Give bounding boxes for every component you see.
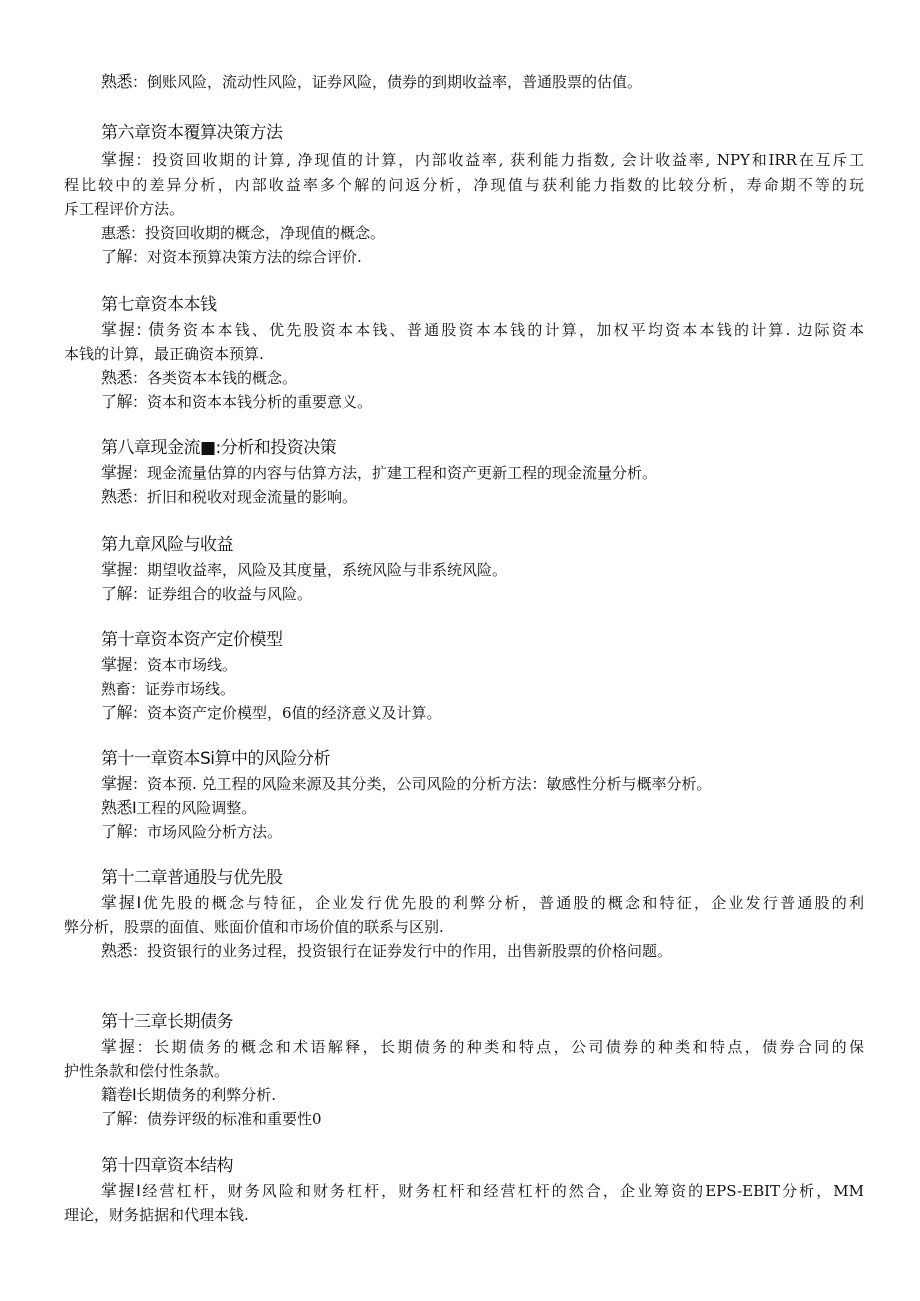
- line-text: ：现金流量估算的内容与估算方法，扩建工程和资产更新工程的现金流量分析。: [132, 464, 658, 482]
- term-label: 熟悉: [101, 941, 133, 960]
- text-line: [101, 221, 864, 245]
- term-label: 熟畜: [101, 680, 131, 698]
- term-label: 熟悉: [101, 487, 133, 506]
- term-label: 掌握: [101, 560, 133, 579]
- line-text: 经营杠杆，财务风险和财务杠杆，财务杠杆和经营杠杆的然合，企业筹资的EPS-EBIT分析，MM: [140, 1182, 864, 1200]
- text-line: [101, 318, 864, 342]
- text-line: [101, 582, 864, 606]
- text-line: [101, 70, 864, 94]
- line-text: 程比较中的差异分析，内部收益率多个解的问返分析，净现值与获利能力指数的比较分析，寿命期不等的玩: [64, 176, 864, 194]
- line-text: ：证券组合的收益与风险。: [132, 585, 313, 603]
- text-line: [101, 772, 864, 796]
- line-text: ：投资回收期的概念，净现值的概念。: [130, 224, 386, 242]
- line-text: ：长期债务的概念和术语解释，长期债务的种类和特点，公司债券的种类和特点，债券合同的保: [136, 1038, 864, 1056]
- line-text: ：对资本预算决策方法的综合评价.: [132, 248, 362, 266]
- term-label: 掌握: [101, 655, 133, 674]
- text-line: [101, 245, 864, 269]
- text-line: 本钱的计算，最正确资本预算.: [64, 345, 264, 363]
- line-text: 务资本本钱、优先股资本本钱、普通股资本本钱的计算，加权平均资本本钱的计算. 边际资本: [165, 321, 864, 339]
- text-line: [101, 148, 864, 172]
- text-line: [101, 1179, 864, 1203]
- text-line: [101, 1083, 864, 1107]
- text-line: [101, 366, 864, 390]
- term-label: 掌握: [101, 774, 133, 793]
- line-text: ：期望收益率，风险及其度量，系统风险与非系统风险。: [132, 561, 508, 579]
- chapter-heading: 第十二章普通股与优先股: [101, 868, 283, 888]
- term-label: 掌握: [101, 1037, 137, 1056]
- term-label: 熟悉: [101, 368, 133, 387]
- term-label: 了解: [101, 703, 133, 722]
- text-line: [101, 891, 864, 915]
- chapter-heading: 第八章现金流■:分析和投资决策: [101, 438, 337, 458]
- line-text: ：各类资本本钱的概念。: [132, 369, 298, 387]
- term-label: 了解: [101, 822, 133, 841]
- term-label: 了解: [101, 1109, 133, 1128]
- line-text: ：资本市场线。: [132, 656, 238, 674]
- line-text: ：投资银行的业务过程，投资银行在证券发行中的作用，出售新股票的价格问题。: [132, 942, 673, 960]
- text-line: 护性条款和偿付性条款。: [64, 1062, 230, 1080]
- line-text: ：债券评级的标准和重要性0: [132, 1110, 322, 1128]
- text-line: [64, 173, 864, 197]
- text-line: [101, 390, 864, 414]
- term-label: 熟悉I: [101, 798, 137, 817]
- chapter-heading: 第六章资本覆算决策方法: [101, 123, 283, 143]
- line-text: ：证券市场线。: [130, 680, 236, 698]
- term-label: 了解: [101, 247, 133, 266]
- line-text: ：资本和资本本钱分析的重要意义。: [132, 393, 373, 411]
- line-text: ：资本预. 兑工程的风险来源及其分类，公司风险的分析方法：敏感性分析与概率分析。: [132, 775, 712, 793]
- text-line: [101, 820, 864, 844]
- term-label: 了解: [101, 392, 133, 411]
- text-line: [101, 1107, 864, 1131]
- text-line: [101, 677, 864, 701]
- line-text: 优先股的概念与特征，企业发行优先股的利弊分析，普通股的概念和特征，企业发行普通股的利: [140, 894, 864, 912]
- chapter-heading: 第十三章长期债务: [101, 1012, 233, 1032]
- chapter-heading: 第十一章资本Si算中的风险分析: [101, 749, 331, 769]
- chapter-heading: 第十章资本资产定价模型: [101, 630, 283, 650]
- term-label: 掌握I: [101, 893, 141, 912]
- line-text: ：市场风险分析方法。: [132, 823, 283, 841]
- term-label: 了解: [101, 584, 133, 603]
- term-label: 掌握: [101, 463, 133, 482]
- text-line: [101, 653, 864, 677]
- term-label: 掌握: [101, 150, 136, 169]
- text-line: [101, 461, 864, 485]
- text-line: [101, 939, 864, 963]
- term-label: 熟悉: [101, 72, 133, 91]
- text-line: 理论，财务掂据和代理本钱.: [64, 1206, 249, 1224]
- text-line: [101, 701, 864, 725]
- term-label: 籍卷I: [101, 1085, 137, 1104]
- text-line: 斥工程评价方法。: [64, 200, 185, 218]
- line-text: ：折旧和税收对现金流量的影响。: [132, 488, 358, 506]
- text-line: [101, 558, 864, 582]
- term-label: 掌握I: [101, 1181, 141, 1200]
- line-text: ：资本资产定价模型，6值的经济意义及计算。: [132, 704, 442, 722]
- chapter-heading: 第十四章资本结构: [101, 1156, 233, 1176]
- text-line: [101, 1035, 864, 1059]
- line-text: ：投资回收期的计算, 净现值的计算，内部收益率, 获利能力指数, 会计收益率, NPY和IRR在互斥工: [135, 151, 864, 169]
- chapter-heading: 第九章风险与收益: [101, 535, 233, 555]
- line-text: 工程的风险调整。: [136, 799, 257, 817]
- text-line: [101, 796, 864, 820]
- term-label: 掌握: 债: [101, 320, 166, 339]
- line-text: 长期债务的利弊分析.: [136, 1086, 277, 1104]
- chapter-heading: 第七章资本本钱: [101, 295, 217, 315]
- term-label: 惠悉: [101, 224, 131, 242]
- text-line: [101, 485, 864, 509]
- line-text: ：倒账风险，流动性风险，证券风险，债券的到期收益率，普通股票的估值。: [132, 73, 643, 91]
- text-line: 弊分析，股票的面值、账面价值和市场价值的联系与区别.: [64, 918, 444, 936]
